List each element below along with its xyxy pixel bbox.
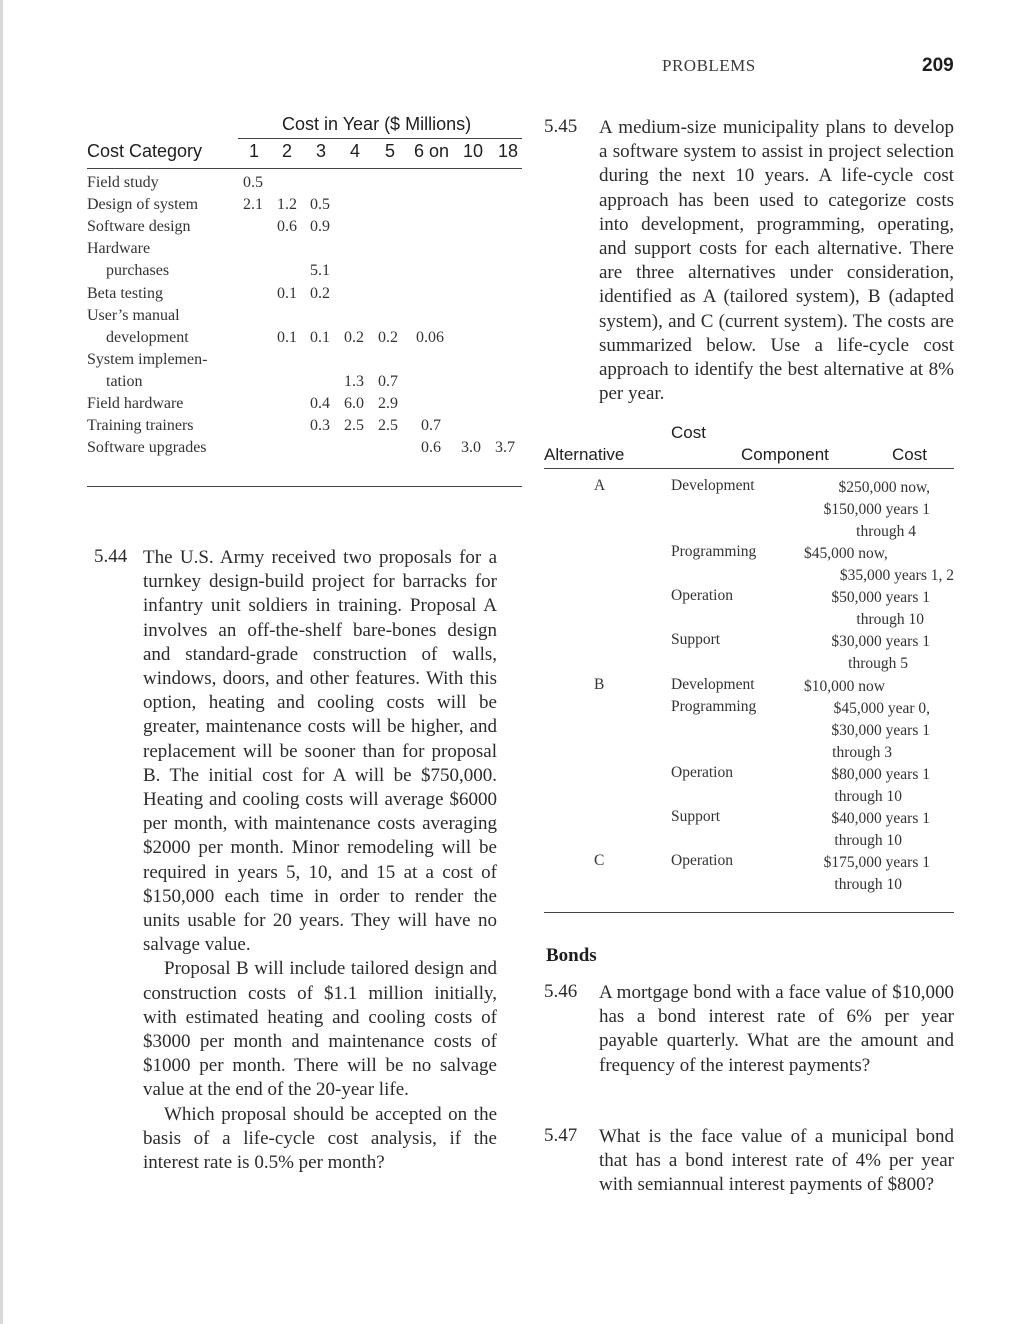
cost-line: $45,000 now, [804, 545, 888, 562]
cost-line: through 10 [856, 611, 924, 628]
problem-number: 5.45 [544, 116, 578, 137]
cost-value: 3.0 [461, 439, 481, 456]
problem-number: 5.46 [544, 981, 578, 1002]
cost-cell [794, 543, 954, 587]
cost-value: 0.2 [310, 285, 330, 302]
cost-cell [770, 631, 930, 675]
cost-category-label: Hardware [87, 240, 151, 257]
cost-line: $35,000 years 1, 2 [839, 567, 954, 584]
cost-category-label: purchases [106, 262, 170, 279]
table-rule [544, 912, 954, 913]
cost-value: 3.7 [495, 439, 515, 456]
problem-paragraph: Which proposal should be accepted on the basis of a life-cycle cost analysis, if the interest rate is 0.5% per month? [143, 1103, 497, 1174]
cost-line: $30,000 years 1 [831, 633, 930, 650]
cost-value: 2.5 [344, 417, 364, 434]
problem-5-46-text [599, 981, 954, 1078]
cost-value: 0.06 [416, 329, 444, 346]
cost-cell [804, 676, 944, 698]
component-label: Programming [671, 698, 757, 715]
cost-value: 0.6 [421, 439, 441, 456]
cost-value: 0.6 [277, 218, 297, 235]
cost-value: 0.1 [277, 329, 297, 346]
year-header: 6 on [414, 141, 450, 161]
cost-line: $40,000 years 1 [831, 810, 930, 827]
problem-paragraph: The U.S. Army received two proposals for a turnkey design-build project for barracks for infantry unit soldiers in training. Proposal A involves an off-the-shelf bare-bones design and standard-grade construction of walls, windows, doors, and other features. With this option, heating and cooling costs will be greater, maintenance costs will be higher, and replacement will be sooner than for proposal B. The initial cost for A will be $750,000. Heating and cooling costs will average $6000 per month, with maintenance costs averaging $2000 per month. Minor remodeling will be required in years 5, 10, and 15 at a cost of $150,000 each time in order to render the units usable for 20 years. They will have no salvage value. [143, 547, 497, 956]
cost-line: through 10 [834, 832, 902, 849]
cost-value: 0.2 [344, 329, 364, 346]
cost-category-label: Beta testing [87, 285, 163, 302]
cost-category-label: Software design [87, 218, 191, 235]
problem-5-45-text [599, 116, 954, 406]
cost-header-line1: Cost [671, 423, 706, 442]
cost-category-label: Field hardware [87, 395, 184, 412]
alternative-header: Alternative [544, 445, 625, 464]
cost-line: through 10 [834, 788, 902, 805]
cost-cell [770, 477, 930, 543]
problem-number: 5.44 [94, 546, 128, 567]
cost-value: 1.2 [277, 196, 297, 213]
cost-category-label: development [106, 329, 189, 346]
table-rule [544, 468, 954, 469]
problem-paragraph: A medium-size municipality plans to develop a software system to assist in project selection during the next 10 years. A life-cycle cost approach has been used to categorize costs into development, programming, operating, and support costs for each alternative. There are three alternatives under consideration, identified as A (tailored system), B (adapted system), and C (current system). The costs are summarized below. Use a life-cycle cost approach to identify the best alternative at 8% per year. [599, 117, 954, 405]
table-rule [87, 168, 522, 169]
cost-cell [770, 587, 930, 631]
cost-cell [770, 698, 930, 764]
component-header: Component [741, 445, 829, 464]
component-label: Programming [671, 543, 757, 560]
cost-value: 0.7 [378, 373, 398, 390]
section-heading-bonds: Bonds [546, 945, 597, 966]
alternative-label: C [594, 852, 605, 869]
cost-value: 0.5 [243, 174, 263, 191]
cost-value: 0.3 [310, 417, 330, 434]
cost-cell [770, 764, 930, 808]
problem-paragraph: A mortgage bond with a face value of $10,000 has a bond interest rate of 6% per year payable quarterly. What are the amount and frequency of the interest payments? [599, 982, 954, 1076]
cost-line: $150,000 years 1 [823, 501, 930, 518]
cost-category-label: Field study [87, 174, 159, 191]
cost-category-label: tation [106, 373, 143, 390]
year-header: 10 [463, 141, 484, 161]
page-number: 209 [922, 55, 954, 76]
cost-value: 1.3 [344, 373, 364, 390]
cost-value: 0.1 [277, 285, 297, 302]
component-label: Development [671, 477, 755, 494]
cost-line: $30,000 years 1 [831, 722, 930, 739]
cost-value: 0.4 [310, 395, 330, 412]
problem-paragraph: What is the face value of a municipal bond that has a bond interest rate of 4% per year with semiannual interest payments of $800? [599, 1126, 954, 1196]
cost-line: $250,000 now, [838, 479, 930, 496]
cost-line: $45,000 year 0, [833, 700, 930, 717]
year-header: 18 [498, 141, 519, 161]
cost-header: Cost [892, 445, 927, 464]
cost-line: $10,000 now [804, 678, 885, 695]
cost-category-label: Software upgrades [87, 439, 207, 456]
problem-5-44-text [143, 546, 497, 1175]
cost-value: 2.1 [243, 196, 263, 213]
cost-value: 0.2 [378, 329, 398, 346]
cost-line: through 10 [834, 876, 902, 893]
problem-paragraph: Proposal B will include tailored design and construction costs of $1.1 million initially, with estimated heating and cooling costs of $3000 per month and maintenance costs of $1000 per month. There will be no salvage value at the end of the 20-year life. [143, 958, 497, 1101]
problem-number: 5.47 [544, 1125, 578, 1146]
cost-category-label: Training trainers [87, 417, 194, 434]
cost-value: 2.5 [378, 417, 398, 434]
year-header: 3 [316, 141, 327, 161]
cost-category-label: User’s manual [87, 307, 180, 324]
cost-line: through 3 [832, 744, 892, 761]
component-label: Development [671, 676, 755, 693]
cost-value: 5.1 [310, 262, 330, 279]
table-rule [87, 486, 522, 487]
cost-line: through 5 [848, 655, 908, 672]
alternative-label: A [594, 477, 606, 494]
cost-category-label: Design of system [87, 196, 199, 213]
cost-year-group-header: Cost in Year ($ Millions) [282, 114, 472, 134]
cost-line: through 4 [856, 523, 916, 540]
year-header: 1 [249, 141, 260, 161]
cost-category-header: Cost Category [87, 141, 203, 161]
cost-value: 0.9 [310, 218, 330, 235]
table-rule [238, 138, 522, 139]
cost-value: 6.0 [344, 395, 364, 412]
cost-value: 0.1 [310, 329, 330, 346]
running-head: PROBLEMS [662, 56, 756, 75]
cost-cell [770, 808, 930, 852]
cost-line: $80,000 years 1 [831, 766, 930, 783]
alternative-label: B [594, 676, 605, 693]
cost-value: 0.5 [310, 196, 330, 213]
cost-category-label: System implemen- [87, 351, 208, 368]
cost-value: 2.9 [378, 395, 398, 412]
component-label: Support [671, 631, 721, 648]
cost-value: 0.7 [421, 417, 441, 434]
page-edge [0, 0, 3, 1324]
year-header: 5 [385, 141, 396, 161]
cost-line: $50,000 years 1 [831, 589, 930, 606]
problem-5-47-text [599, 1125, 954, 1198]
cost-cell [770, 852, 930, 896]
component-label: Operation [671, 852, 733, 869]
year-header: 2 [282, 141, 293, 161]
component-label: Operation [671, 587, 733, 604]
year-header: 4 [350, 141, 361, 161]
cost-line: $175,000 years 1 [823, 854, 930, 871]
component-label: Support [671, 808, 721, 825]
component-label: Operation [671, 764, 733, 781]
